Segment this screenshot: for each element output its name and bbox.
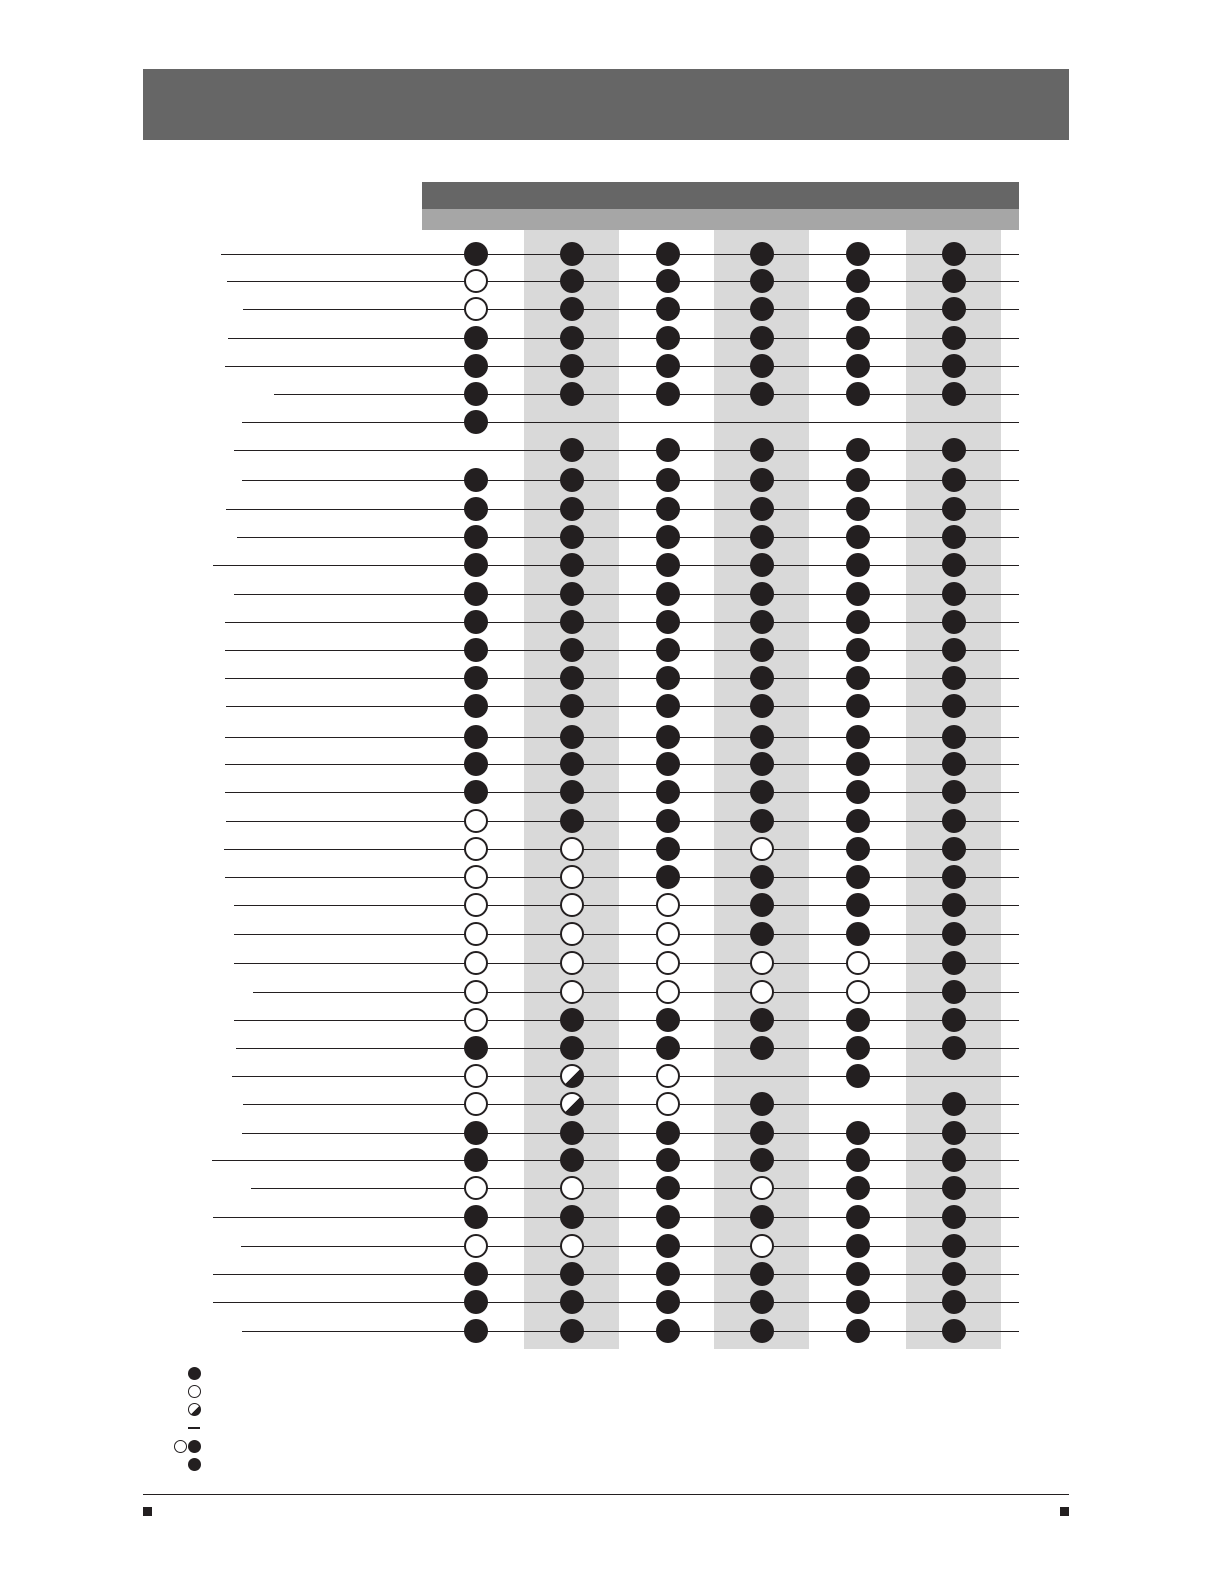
- filled-dot: [846, 725, 870, 749]
- filled-dot: [464, 666, 488, 690]
- filled-dot: [750, 1148, 774, 1172]
- filled-dot: [656, 582, 680, 606]
- row-line: [213, 1302, 1019, 1303]
- filled-dot: [560, 297, 584, 321]
- filled-dot: [942, 297, 966, 321]
- open-dot: [560, 837, 584, 861]
- open-dot: [464, 269, 488, 293]
- filled-dot: [846, 1319, 870, 1343]
- open-dot: [560, 922, 584, 946]
- filled-dot: [942, 553, 966, 577]
- row-line: [242, 1331, 1019, 1332]
- legend-filled-dot: [188, 1367, 201, 1380]
- filled-dot: [846, 1064, 870, 1088]
- filled-dot: [464, 694, 488, 718]
- legend-open-dot: [188, 1385, 201, 1398]
- filled-dot: [656, 610, 680, 634]
- filled-dot: [560, 1205, 584, 1229]
- filled-dot: [656, 326, 680, 350]
- filled-dot: [560, 694, 584, 718]
- filled-dot: [560, 1319, 584, 1343]
- row-line: [253, 992, 1019, 993]
- filled-dot: [942, 865, 966, 889]
- filled-dot: [750, 725, 774, 749]
- filled-dot: [750, 780, 774, 804]
- row-line: [225, 650, 1019, 651]
- filled-dot: [942, 438, 966, 462]
- row-line: [237, 537, 1019, 538]
- filled-dot: [750, 1319, 774, 1343]
- row-line: [226, 821, 1019, 822]
- filled-dot: [750, 1121, 774, 1145]
- filled-dot: [750, 865, 774, 889]
- row-line: [234, 1020, 1019, 1021]
- filled-dot: [560, 242, 584, 266]
- row-line: [234, 594, 1019, 595]
- filled-dot: [750, 354, 774, 378]
- filled-dot: [846, 354, 870, 378]
- filled-dot: [464, 1036, 488, 1060]
- row-line: [225, 737, 1019, 738]
- legend-half-dot: [188, 1403, 201, 1416]
- open-dot: [464, 1008, 488, 1032]
- row-line: [226, 509, 1019, 510]
- filled-dot: [942, 780, 966, 804]
- filled-dot: [846, 922, 870, 946]
- filled-dot: [656, 525, 680, 549]
- filled-dot: [846, 525, 870, 549]
- filled-dot: [656, 438, 680, 462]
- filled-dot: [560, 666, 584, 690]
- filled-dot: [942, 1319, 966, 1343]
- filled-dot: [942, 980, 966, 1004]
- filled-dot: [560, 553, 584, 577]
- filled-dot: [846, 468, 870, 492]
- row-line: [225, 792, 1019, 793]
- filled-dot: [942, 326, 966, 350]
- open-dot: [560, 1234, 584, 1258]
- filled-dot: [560, 1290, 584, 1314]
- row-line: [225, 764, 1019, 765]
- filled-dot: [846, 1234, 870, 1258]
- filled-dot: [560, 725, 584, 749]
- filled-dot: [560, 382, 584, 406]
- filled-dot: [560, 1121, 584, 1145]
- title-bar: [143, 69, 1069, 140]
- filled-dot: [656, 382, 680, 406]
- filled-dot: [846, 809, 870, 833]
- filled-dot: [750, 666, 774, 690]
- filled-dot: [942, 269, 966, 293]
- filled-dot: [464, 725, 488, 749]
- filled-dot: [560, 525, 584, 549]
- row-line: [212, 1160, 1019, 1161]
- filled-dot: [464, 553, 488, 577]
- filled-dot: [656, 1036, 680, 1060]
- filled-dot: [656, 666, 680, 690]
- filled-dot: [750, 297, 774, 321]
- row-line: [226, 706, 1019, 707]
- row-line: [234, 905, 1019, 906]
- open-dot: [560, 865, 584, 889]
- legend-dash: [188, 1427, 200, 1429]
- filled-dot: [464, 354, 488, 378]
- filled-dot: [750, 553, 774, 577]
- filled-dot: [560, 497, 584, 521]
- filled-dot: [464, 1148, 488, 1172]
- filled-dot: [464, 780, 488, 804]
- filled-dot: [750, 694, 774, 718]
- filled-dot: [846, 1290, 870, 1314]
- filled-dot: [464, 752, 488, 776]
- filled-dot: [942, 610, 966, 634]
- filled-dot: [656, 1121, 680, 1145]
- filled-dot: [560, 326, 584, 350]
- filled-dot: [942, 725, 966, 749]
- footer-rule: [143, 1494, 1069, 1495]
- filled-dot: [656, 1176, 680, 1200]
- filled-dot: [656, 1205, 680, 1229]
- filled-dot: [656, 1290, 680, 1314]
- open-dot: [464, 1234, 488, 1258]
- filled-dot: [750, 326, 774, 350]
- filled-dot: [942, 497, 966, 521]
- open-dot: [656, 893, 680, 917]
- row-line: [224, 849, 1019, 850]
- row-line: [242, 422, 1019, 423]
- filled-dot: [656, 638, 680, 662]
- filled-dot: [750, 893, 774, 917]
- filled-dot: [846, 582, 870, 606]
- filled-dot: [846, 780, 870, 804]
- filled-dot: [464, 410, 488, 434]
- open-dot: [656, 922, 680, 946]
- footer-mark-right: [1060, 1507, 1069, 1516]
- open-dot: [464, 809, 488, 833]
- filled-dot: [846, 1008, 870, 1032]
- filled-dot: [656, 780, 680, 804]
- filled-dot: [942, 1036, 966, 1060]
- filled-dot: [560, 809, 584, 833]
- filled-dot: [560, 1008, 584, 1032]
- filled-dot: [464, 525, 488, 549]
- filled-dot: [942, 752, 966, 776]
- filled-dot: [750, 269, 774, 293]
- filled-dot: [750, 1205, 774, 1229]
- filled-dot: [750, 809, 774, 833]
- open-dot: [846, 951, 870, 975]
- filled-dot: [656, 497, 680, 521]
- filled-dot: [656, 1319, 680, 1343]
- open-dot: [464, 980, 488, 1004]
- open-dot: [464, 1092, 488, 1116]
- filled-dot: [942, 666, 966, 690]
- legend-open-dot: [174, 1440, 187, 1453]
- filled-dot: [942, 1148, 966, 1172]
- filled-dot: [464, 497, 488, 521]
- open-dot: [656, 980, 680, 1004]
- filled-dot: [560, 638, 584, 662]
- filled-dot: [846, 553, 870, 577]
- filled-dot: [464, 1121, 488, 1145]
- filled-dot: [846, 837, 870, 861]
- open-dot: [464, 951, 488, 975]
- filled-dot: [464, 468, 488, 492]
- open-dot: [464, 893, 488, 917]
- filled-dot: [942, 1176, 966, 1200]
- filled-dot: [750, 610, 774, 634]
- filled-dot: [750, 382, 774, 406]
- row-line: [221, 254, 1019, 255]
- filled-dot: [846, 752, 870, 776]
- filled-dot: [846, 1121, 870, 1145]
- row-line: [234, 934, 1019, 935]
- filled-dot: [656, 553, 680, 577]
- matrix-subheader: [422, 209, 1019, 230]
- open-dot: [464, 297, 488, 321]
- open-dot: [464, 837, 488, 861]
- filled-dot: [750, 1036, 774, 1060]
- open-dot: [464, 1176, 488, 1200]
- legend-filled-dot: [188, 1458, 201, 1471]
- row-line: [213, 1217, 1019, 1218]
- filled-dot: [942, 694, 966, 718]
- filled-dot: [656, 242, 680, 266]
- row-line: [213, 565, 1019, 566]
- filled-dot: [942, 951, 966, 975]
- filled-dot: [750, 468, 774, 492]
- filled-dot: [846, 497, 870, 521]
- filled-dot: [560, 610, 584, 634]
- filled-dot: [750, 525, 774, 549]
- filled-dot: [464, 1319, 488, 1343]
- filled-dot: [846, 382, 870, 406]
- filled-dot: [942, 1290, 966, 1314]
- filled-dot: [464, 1262, 488, 1286]
- filled-dot: [846, 1262, 870, 1286]
- filled-dot: [750, 242, 774, 266]
- filled-dot: [464, 382, 488, 406]
- filled-dot: [942, 809, 966, 833]
- filled-dot: [656, 1234, 680, 1258]
- filled-dot: [942, 893, 966, 917]
- filled-dot: [846, 1176, 870, 1200]
- filled-dot: [942, 922, 966, 946]
- filled-dot: [846, 242, 870, 266]
- filled-dot: [656, 865, 680, 889]
- filled-dot: [846, 326, 870, 350]
- filled-dot: [560, 752, 584, 776]
- filled-dot: [942, 837, 966, 861]
- open-dot: [750, 837, 774, 861]
- filled-dot: [750, 752, 774, 776]
- row-line: [236, 1048, 1019, 1049]
- filled-dot: [560, 1036, 584, 1060]
- filled-dot: [942, 382, 966, 406]
- row-line: [242, 1133, 1019, 1134]
- row-line: [234, 963, 1019, 964]
- filled-dot: [464, 582, 488, 606]
- filled-dot: [942, 1234, 966, 1258]
- row-line: [243, 1104, 1019, 1105]
- filled-dot: [942, 1008, 966, 1032]
- open-dot: [750, 951, 774, 975]
- filled-dot: [942, 582, 966, 606]
- filled-dot: [560, 582, 584, 606]
- filled-dot: [846, 666, 870, 690]
- open-dot: [656, 951, 680, 975]
- filled-dot: [750, 1092, 774, 1116]
- filled-dot: [560, 269, 584, 293]
- filled-dot: [846, 269, 870, 293]
- filled-dot: [846, 694, 870, 718]
- filled-dot: [656, 354, 680, 378]
- filled-dot: [656, 837, 680, 861]
- filled-dot: [846, 610, 870, 634]
- filled-dot: [560, 780, 584, 804]
- open-dot: [656, 1092, 680, 1116]
- open-dot: [560, 1176, 584, 1200]
- filled-dot: [942, 525, 966, 549]
- filled-dot: [656, 468, 680, 492]
- filled-dot: [656, 752, 680, 776]
- filled-dot: [750, 438, 774, 462]
- filled-dot: [464, 326, 488, 350]
- open-dot: [464, 865, 488, 889]
- filled-dot: [942, 468, 966, 492]
- filled-dot: [846, 1036, 870, 1060]
- half-dot: [560, 1064, 584, 1088]
- row-line: [251, 1188, 1019, 1189]
- filled-dot: [846, 638, 870, 662]
- filled-dot: [560, 1148, 584, 1172]
- open-dot: [560, 951, 584, 975]
- filled-dot: [750, 1008, 774, 1032]
- filled-dot: [846, 1148, 870, 1172]
- row-line: [243, 309, 1019, 310]
- filled-dot: [846, 865, 870, 889]
- row-line: [225, 678, 1019, 679]
- filled-dot: [560, 438, 584, 462]
- filled-dot: [656, 725, 680, 749]
- filled-dot: [464, 242, 488, 266]
- filled-dot: [750, 922, 774, 946]
- filled-dot: [560, 468, 584, 492]
- filled-dot: [846, 438, 870, 462]
- filled-dot: [656, 694, 680, 718]
- row-line: [274, 394, 1019, 395]
- filled-dot: [846, 893, 870, 917]
- filled-dot: [942, 1205, 966, 1229]
- filled-dot: [464, 610, 488, 634]
- filled-dot: [750, 497, 774, 521]
- filled-dot: [464, 638, 488, 662]
- open-dot: [560, 893, 584, 917]
- filled-dot: [560, 1262, 584, 1286]
- filled-dot: [750, 638, 774, 662]
- row-line: [234, 450, 1019, 451]
- row-line: [225, 622, 1019, 623]
- half-dot: [560, 1092, 584, 1116]
- filled-dot: [560, 354, 584, 378]
- filled-dot: [942, 638, 966, 662]
- filled-dot: [750, 582, 774, 606]
- filled-dot: [942, 1262, 966, 1286]
- open-dot: [750, 980, 774, 1004]
- filled-dot: [656, 1008, 680, 1032]
- open-dot: [750, 1234, 774, 1258]
- row-line: [213, 1274, 1019, 1275]
- filled-dot: [846, 1205, 870, 1229]
- filled-dot: [846, 297, 870, 321]
- filled-dot: [656, 809, 680, 833]
- open-dot: [464, 922, 488, 946]
- filled-dot: [656, 1148, 680, 1172]
- filled-dot: [656, 269, 680, 293]
- footer-mark-left: [143, 1507, 152, 1516]
- row-line: [241, 1246, 1019, 1247]
- filled-dot: [464, 1205, 488, 1229]
- open-dot: [464, 1064, 488, 1088]
- filled-dot: [750, 1262, 774, 1286]
- row-line: [232, 1076, 1019, 1077]
- row-line: [227, 281, 1019, 282]
- filled-dot: [656, 1262, 680, 1286]
- filled-dot: [942, 1092, 966, 1116]
- open-dot: [750, 1176, 774, 1200]
- filled-dot: [750, 1290, 774, 1314]
- filled-dot: [942, 242, 966, 266]
- row-line: [242, 480, 1019, 481]
- open-dot: [560, 980, 584, 1004]
- filled-dot: [942, 1121, 966, 1145]
- filled-dot: [464, 1290, 488, 1314]
- row-line: [228, 338, 1019, 339]
- open-dot: [656, 1064, 680, 1088]
- legend-filled-dot: [188, 1440, 201, 1453]
- open-dot: [846, 980, 870, 1004]
- row-line: [225, 366, 1019, 367]
- row-line: [225, 877, 1019, 878]
- filled-dot: [656, 297, 680, 321]
- filled-dot: [942, 354, 966, 378]
- matrix-header: [422, 182, 1019, 209]
